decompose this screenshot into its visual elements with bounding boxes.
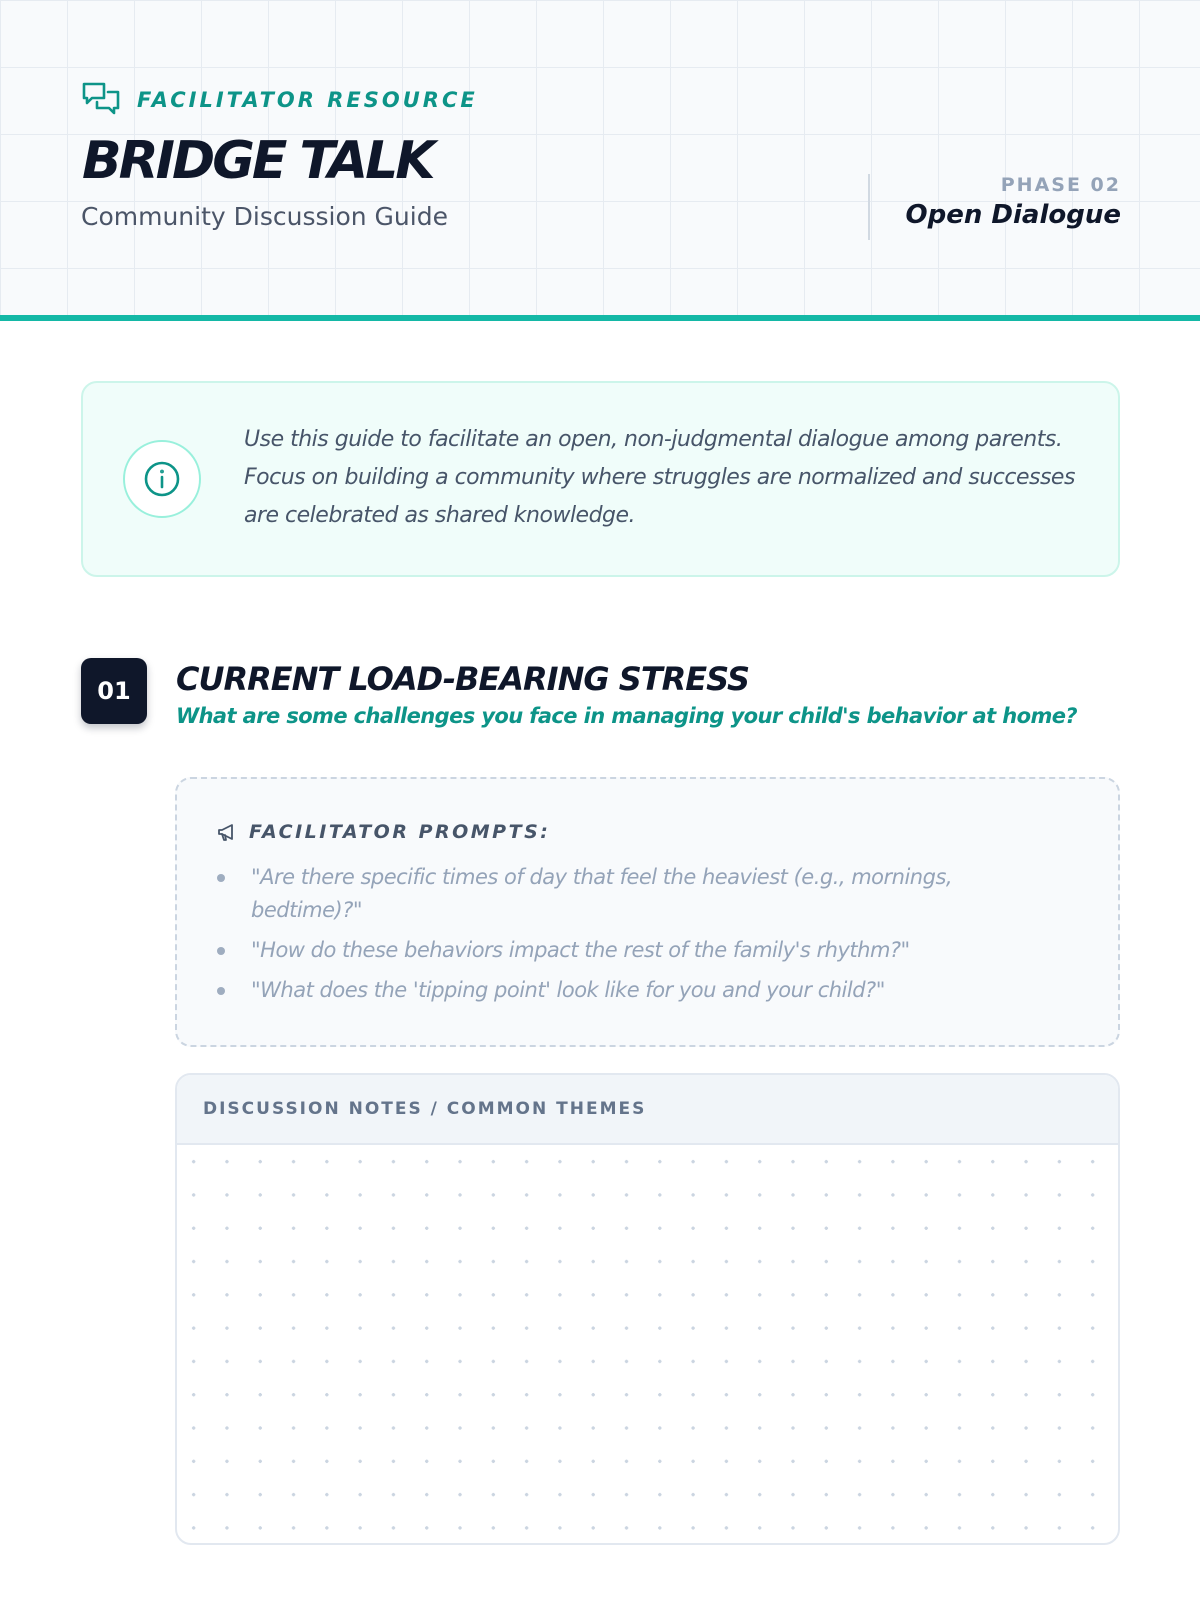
eyebrow-label: FACILITATOR RESOURCE (137, 88, 478, 112)
phase-label: PHASE 02 (1000, 174, 1121, 196)
bullet (217, 874, 225, 882)
section-number-badge: 01 (81, 658, 147, 724)
list-item (217, 974, 1037, 1007)
info-badge (123, 440, 201, 518)
notes-writing-area[interactable] (177, 1145, 1118, 1543)
bullet (217, 987, 225, 995)
info-icon (142, 459, 182, 499)
list-item (217, 934, 1037, 967)
phase-name: Open Dialogue (905, 200, 1121, 230)
phase-divider (868, 174, 870, 240)
notes-label: DISCUSSION NOTES / COMMON THEMES (203, 1099, 647, 1119)
page-title: BRIDGE TALK (82, 131, 433, 191)
document-header (0, 0, 1200, 321)
chat-bubbles-icon (81, 80, 121, 120)
facilitator-prompts-box (175, 777, 1120, 1047)
notes-header (177, 1075, 1118, 1145)
prompts-list (217, 861, 1037, 1014)
prompt-text: "What does the 'tipping point' look like for you and your child?" (251, 978, 885, 1002)
eyebrow (81, 80, 478, 120)
prompt-text: "Are there specific times of day that feel the heaviest (e.g., mornings, bedtime)?" (251, 865, 953, 922)
phase-block (906, 174, 1121, 230)
megaphone-icon (217, 822, 237, 842)
bullet (217, 947, 225, 955)
intro-callout (81, 381, 1120, 577)
section-question: What are some challenges you face in managing your child's behavior at home? (176, 704, 1077, 728)
prompts-heading (217, 821, 550, 843)
page-subtitle: Community Discussion Guide (81, 202, 448, 231)
list-item (217, 861, 1037, 927)
prompts-label: FACILITATOR PROMPTS: (249, 821, 551, 843)
section-title: CURRENT LOAD-BEARING STRESS (176, 660, 750, 698)
prompt-text: "How do these behaviors impact the rest of the family's rhythm?" (251, 938, 910, 962)
intro-text: Use this guide to facilitate an open, non-judgmental dialogue among parents. Focus on building a community where struggles are normalized and successes are celebrated as shared knowledge. (244, 427, 1075, 528)
discussion-notes-box (175, 1073, 1120, 1545)
